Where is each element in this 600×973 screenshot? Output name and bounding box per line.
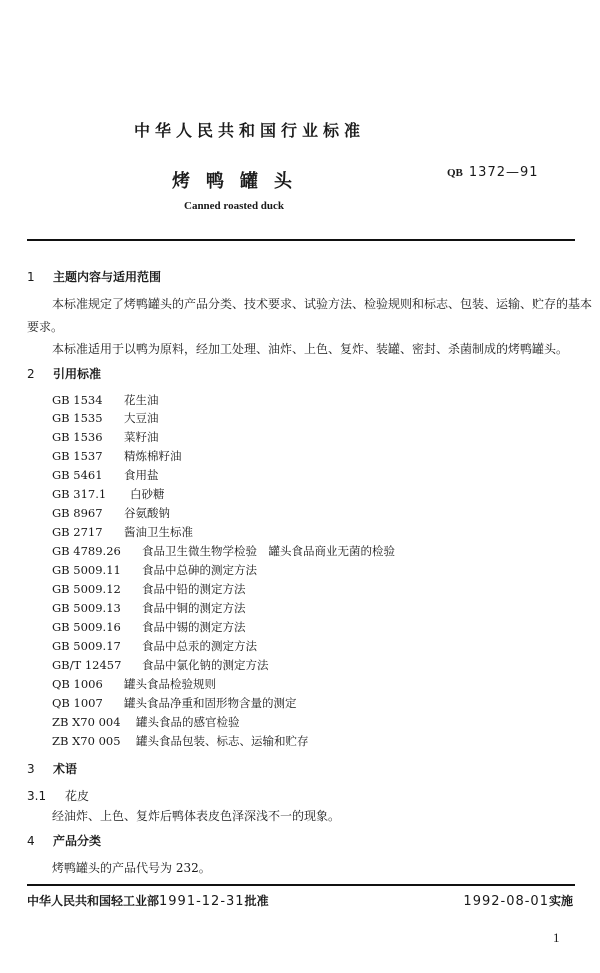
- section-1-paragraph-1-cont: 要求。: [27, 320, 64, 334]
- section-4-paragraph: 烤鸭罐头的产品代号为 232。: [52, 861, 211, 875]
- document-title: 烤鸭罐头: [172, 171, 308, 192]
- section-4-heading: 4 产品分类: [27, 834, 102, 848]
- approval-line: 中华人民共和国轻工业部1991-12-31批准: [27, 894, 269, 909]
- effective-line: 1992-08-01实施: [463, 894, 573, 909]
- section-2-heading: 2 引用标准: [27, 367, 102, 381]
- standard-code-prefix: QB: [447, 167, 463, 179]
- reference-item: QB 1006 罐头食品检验规则: [52, 677, 216, 691]
- standard-code: [447, 165, 539, 180]
- reference-item: GB 4789.26 食品卫生微生物学检验 罐头食品商业无菌的检验: [52, 544, 395, 558]
- section-3-heading: 3 术语: [27, 762, 78, 776]
- reference-item: GB 1536 菜籽油: [52, 430, 159, 444]
- reference-item: GB/T 12457 食品中氯化钠的测定方法: [52, 658, 269, 672]
- header-divider: [27, 239, 575, 241]
- page-number: 1: [553, 930, 560, 945]
- reference-item: GB 8967 谷氨酸钠: [52, 506, 170, 520]
- reference-item: GB 5009.17 食品中总汞的测定方法: [52, 639, 257, 653]
- reference-item: ZB X70 005 罐头食品包装、标志、运输和贮存: [52, 734, 309, 748]
- reference-item: GB 1534 花生油: [52, 393, 159, 407]
- reference-item: GB 5009.11 食品中总砷的测定方法: [52, 563, 257, 577]
- reference-item: QB 1007 罐头食品净重和固形物含量的测定: [52, 696, 297, 710]
- reference-item: GB 5009.16 食品中锡的测定方法: [52, 620, 246, 634]
- footer-divider: [27, 884, 575, 886]
- reference-item: GB 1535 大豆油: [52, 411, 159, 425]
- subsection-3-1-definition: 经油炸、上色、复炸后鸭体表皮色泽深浅不一的现象。: [52, 809, 341, 823]
- document-title-english: Canned roasted duck: [184, 200, 285, 212]
- section-1-paragraph-1: 本标准规定了烤鸭罐头的产品分类、技术要求、试验方法、检验规则和标志、包装、运输、贮存的基本: [52, 297, 593, 311]
- reference-item: GB 317.1 白砂糖: [52, 487, 165, 501]
- reference-item: GB 5461 食用盐: [52, 468, 159, 482]
- reference-item: GB 5009.13 食品中铜的测定方法: [52, 601, 246, 615]
- reference-item: ZB X70 004 罐头食品的感官检验: [52, 715, 240, 729]
- section-1-heading: 1 主题内容与适用范围: [27, 270, 162, 284]
- issuing-body-title: 中华人民共和国行业标准: [134, 121, 366, 140]
- section-1-paragraph-2: 本标准适用于以鸭为原料，经加工处理、油炸、上色、复炸、装罐、密封、杀菌制成的烤鸭罐头。: [52, 342, 569, 356]
- reference-item: GB 1537 精炼棉籽油: [52, 449, 182, 463]
- subsection-3-1-heading: 3.1 花皮: [27, 789, 90, 803]
- reference-item: GB 5009.12 食品中铅的测定方法: [52, 582, 246, 596]
- standard-code-number: 1372—91: [468, 165, 539, 180]
- reference-item: GB 2717 酱油卫生标准: [52, 525, 193, 539]
